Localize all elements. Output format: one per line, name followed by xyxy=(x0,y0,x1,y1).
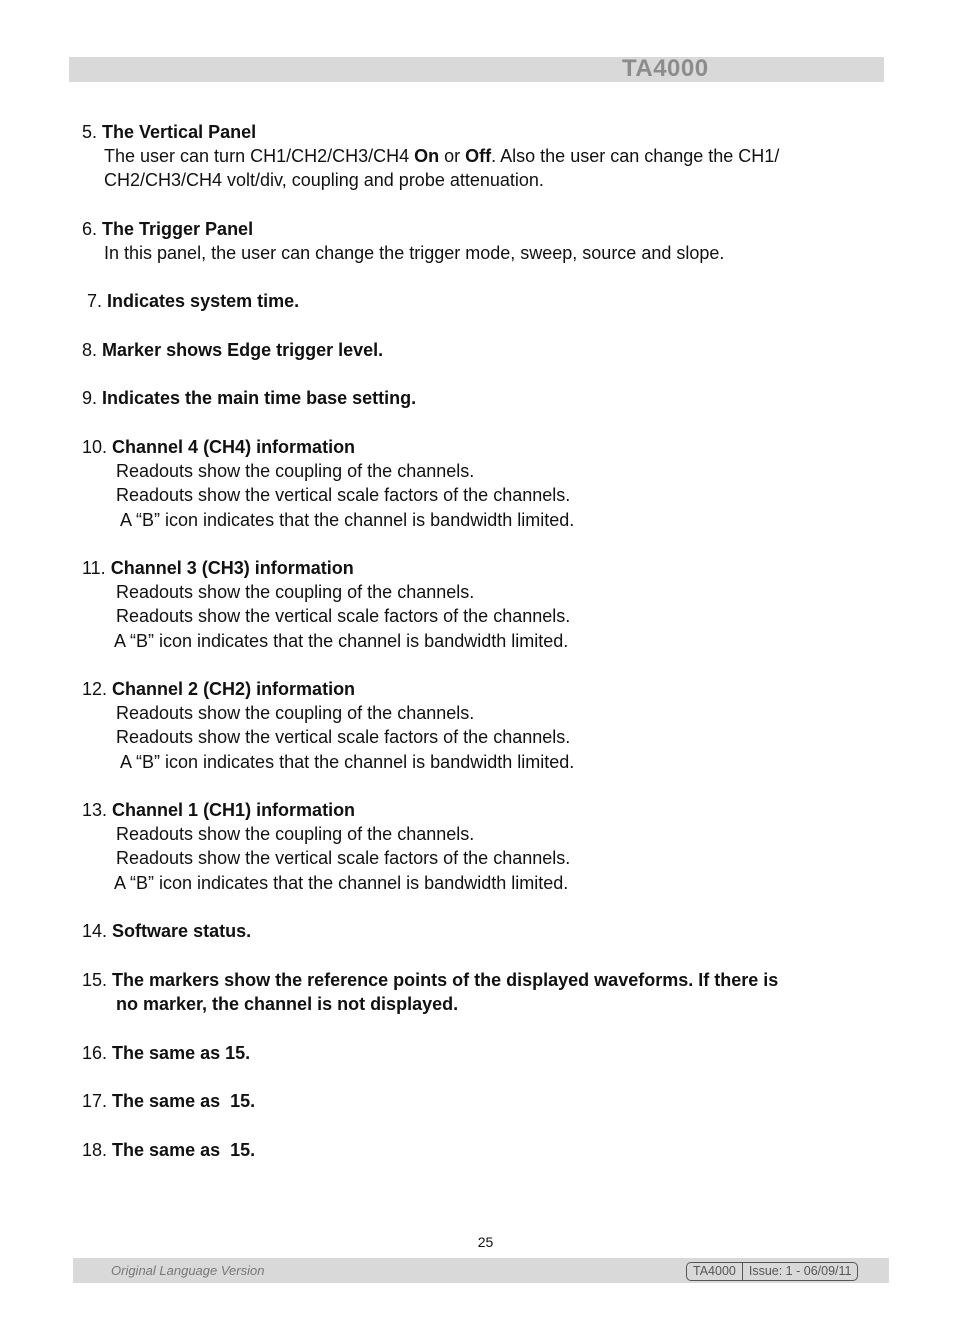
item-body-line: CH2/CH3/CH4 volt/div, coupling and probe attenuation. xyxy=(104,170,544,191)
item-title: Channel 3 (CH3) information xyxy=(110,558,354,578)
item-title: Indicates the main time base setting. xyxy=(102,388,417,408)
footer-model: TA4000 xyxy=(693,1264,736,1278)
item-title: The Trigger Panel xyxy=(102,219,254,239)
item-body-line: A “B” icon indicates that the channel is bandwidth limited. xyxy=(120,509,575,530)
item-number: 6. xyxy=(82,219,98,239)
list-item xyxy=(82,1138,255,1162)
list-item xyxy=(82,798,570,895)
item-number: 15. xyxy=(82,970,108,990)
item-title: The Vertical Panel xyxy=(102,122,257,142)
list-item xyxy=(82,968,778,1016)
item-number: 17. xyxy=(82,1091,108,1111)
list-item xyxy=(82,919,251,943)
footer-issue: Issue: 1 - 06/09/11 xyxy=(748,1264,852,1278)
item-title: The markers show the reference points of the displayed waveforms. If there is xyxy=(112,970,779,990)
item-number: 9. xyxy=(82,388,98,408)
item-title: Marker shows Edge trigger level. xyxy=(102,340,384,360)
item-title: Channel 1 (CH1) information xyxy=(112,800,356,820)
list-item xyxy=(82,120,779,193)
list-item xyxy=(82,338,383,362)
item-body-line: Readouts show the coupling of the channels. xyxy=(116,582,475,603)
item-number: 7. xyxy=(87,291,103,311)
footer-language-note: Original Language Version xyxy=(111,1263,265,1278)
item-number: 8. xyxy=(82,340,98,360)
item-body-line: Readouts show the vertical scale factors of the channels. xyxy=(116,727,571,748)
item-body-line: Readouts show the coupling of the channels. xyxy=(116,824,475,845)
header-bar xyxy=(69,57,884,82)
list-item xyxy=(82,435,574,532)
item-body-line: Readouts show the vertical scale factors of the channels. xyxy=(116,485,571,506)
item-title: The same as 15. xyxy=(112,1140,256,1160)
footer-document-info xyxy=(686,1262,858,1281)
item-title: Channel 4 (CH4) information xyxy=(112,437,356,457)
list-item xyxy=(82,556,570,653)
item-title: Indicates system time. xyxy=(107,291,300,311)
item-body-line: Readouts show the coupling of the channels. xyxy=(116,461,475,482)
page-number: 25 xyxy=(477,1234,494,1250)
item-title: Software status. xyxy=(112,921,252,941)
item-number: 12. xyxy=(82,679,108,699)
list-item xyxy=(82,1041,250,1065)
item-title: The same as 15. xyxy=(112,1043,251,1063)
item-number: 16. xyxy=(82,1043,108,1063)
item-title: Channel 2 (CH2) information xyxy=(112,679,356,699)
list-item xyxy=(82,386,416,410)
item-number: 11. xyxy=(82,558,106,578)
item-number: 18. xyxy=(82,1140,108,1160)
list-item xyxy=(87,289,299,313)
item-number: 5. xyxy=(82,122,98,142)
list-item xyxy=(82,677,574,774)
item-number: 13. xyxy=(82,800,108,820)
item-number: 10. xyxy=(82,437,108,457)
document-title: TA4000 xyxy=(622,55,709,82)
item-body-line: Readouts show the vertical scale factors of the channels. xyxy=(116,848,571,869)
item-title-continued: no marker, the channel is not displayed. xyxy=(116,994,459,1015)
item-body-line: The user can turn CH1/CH2/CH3/CH4 On or Off. Also the user can change the CH1/ xyxy=(104,146,780,167)
list-item xyxy=(82,217,724,265)
item-body-line: Readouts show the vertical scale factors of the channels. xyxy=(116,606,571,627)
item-title: The same as 15. xyxy=(112,1091,256,1111)
item-body-line: In this panel, the user can change the trigger mode, sweep, source and slope. xyxy=(104,243,725,264)
item-body-line: A “B” icon indicates that the channel is bandwidth limited. xyxy=(114,630,569,651)
item-body-line: A “B” icon indicates that the channel is bandwidth limited. xyxy=(114,872,569,893)
item-body-line: A “B” icon indicates that the channel is bandwidth limited. xyxy=(120,751,575,772)
item-number: 14. xyxy=(82,921,108,941)
list-item xyxy=(82,1089,255,1113)
item-body-line: Readouts show the coupling of the channels. xyxy=(116,703,475,724)
